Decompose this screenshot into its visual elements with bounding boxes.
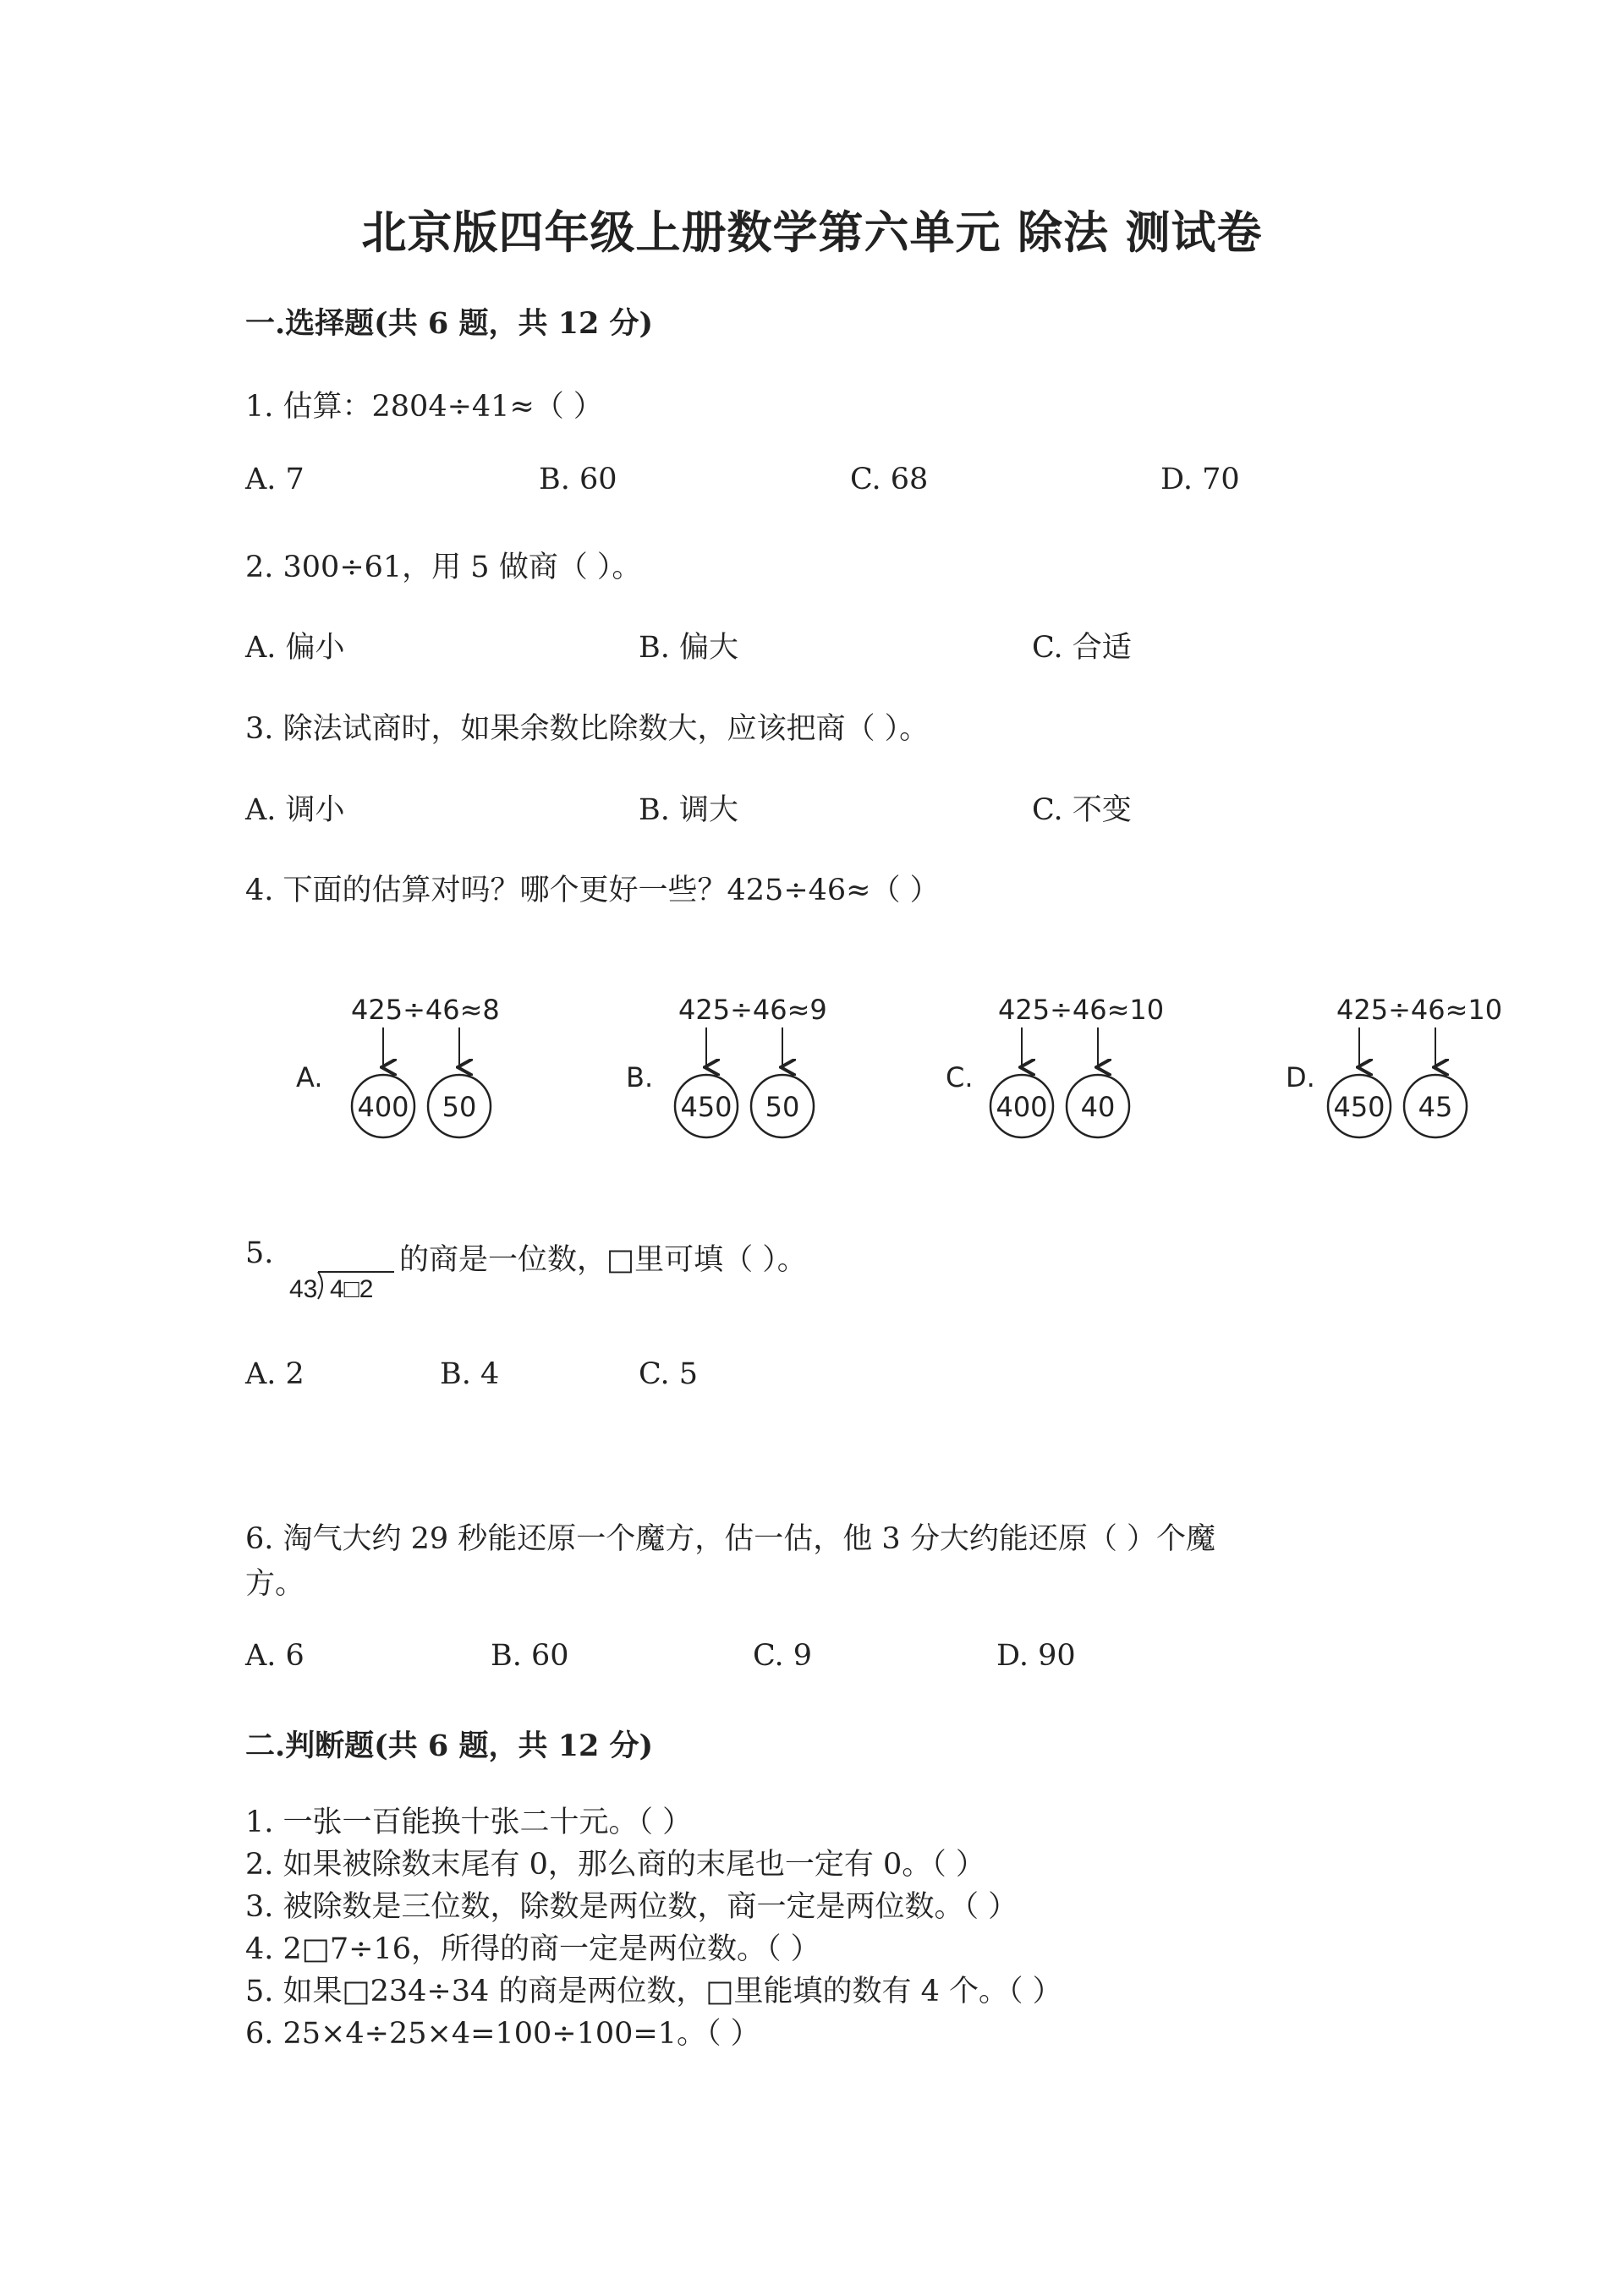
q6-option-a: A. 6 — [245, 1639, 304, 1673]
question-5-number: 5. — [245, 1236, 274, 1270]
figure-b-value-right: 50 — [765, 1091, 800, 1123]
figure-b-label: B. — [626, 1061, 654, 1093]
figure-option-a — [296, 994, 500, 1137]
question-2: 2. 300÷61，用 5 做商（ ）。 — [245, 551, 642, 584]
question-3: 3. 除法试商时，如果余数比除数大，应该把商（ ）。 — [245, 712, 930, 746]
figure-option-b — [626, 994, 827, 1137]
q5-option-b: B. 4 — [440, 1357, 500, 1391]
question-6-line-1: 6. 淘气大约 29 秒能还原一个魔方，估一估，他 3 分大约能还原（ ）个魔 — [245, 1522, 1215, 1556]
figure-option-d — [1286, 994, 1502, 1137]
figure-c-value-right: 40 — [1080, 1091, 1116, 1123]
q1-option-c: C. 68 — [850, 463, 929, 496]
q3-option-a: A. 调小 — [245, 793, 345, 827]
figure-option-c — [946, 994, 1164, 1137]
figure-b-value-left: 450 — [680, 1091, 732, 1123]
figure-d-value-left: 450 — [1333, 1091, 1385, 1123]
q3-option-c: C. 不变 — [1032, 793, 1132, 827]
question-4: 4. 下面的估算对吗？哪个更好一些？425÷46≈（ ） — [245, 874, 940, 907]
question-1: 1. 估算：2804÷41≈（ ） — [245, 390, 603, 424]
q5-option-c: C. 5 — [639, 1357, 699, 1391]
question-6-line-2: 方。 — [245, 1567, 305, 1601]
q2-option-b: B. 偏大 — [639, 631, 738, 665]
section-heading-choice: 一.选择题(共 6 题，共 12 分) — [245, 306, 654, 341]
section-heading-judgement: 二.判断题(共 6 题，共 12 分) — [245, 1729, 654, 1763]
long-division-bracket — [318, 1272, 322, 1299]
judgement-item-1: 1. 一张一百能换十张二十元。（ ） — [245, 1806, 693, 1839]
figure-d-label: D. — [1286, 1061, 1315, 1093]
q6-option-c: C. 9 — [753, 1639, 813, 1673]
figure-d-value-right: 45 — [1418, 1091, 1453, 1123]
long-division-dividend: 4□2 — [330, 1275, 374, 1303]
figure-a-label: A. — [296, 1061, 323, 1093]
q1-option-a: A. 7 — [245, 463, 304, 496]
judgement-item-4: 4. 2□7÷16，所得的商一定是两位数。（ ） — [245, 1932, 820, 1966]
question-5-text: 的商是一位数，□里可填（ ）。 — [399, 1243, 807, 1277]
long-division-divisor: 43 — [289, 1275, 318, 1303]
q1-option-b: B. 60 — [539, 463, 617, 496]
figure-d-expression: 425÷46≈10 — [1336, 994, 1503, 1026]
judgement-item-2: 2. 如果被除数末尾有 0，那么商的末尾也一定有 0。（ ） — [245, 1848, 985, 1882]
judgement-item-5: 5. 如果□234÷34 的商是两位数，□里能填的数有 4 个。（ ） — [245, 1975, 1062, 2008]
q6-option-b: B. 60 — [491, 1639, 569, 1673]
figure-a-value-left: 400 — [357, 1091, 409, 1123]
figure-a-value-right: 50 — [442, 1091, 477, 1123]
figure-c-label: C. — [946, 1061, 974, 1093]
q2-option-a: A. 偏小 — [245, 631, 345, 665]
q1-option-d: D. 70 — [1160, 463, 1240, 496]
judgement-item-6: 6. 25×4÷25×4=100÷100=1。（ ） — [245, 2017, 760, 2051]
estimation-figure — [279, 981, 1522, 1150]
q2-option-c: C. 合适 — [1032, 631, 1132, 665]
judgement-item-3: 3. 被除数是三位数，除数是两位数，商一定是两位数。（ ） — [245, 1890, 1018, 1924]
figure-b-expression: 425÷46≈9 — [678, 994, 827, 1026]
q6-option-d: D. 90 — [996, 1639, 1076, 1673]
long-division-figure — [286, 1247, 396, 1306]
page-title: 北京版四年级上册数学第六单元 除法 测试卷 — [361, 206, 1263, 259]
q5-option-a: A. 2 — [245, 1357, 304, 1391]
figure-a-expression: 425÷46≈8 — [351, 994, 500, 1026]
figure-c-expression: 425÷46≈10 — [998, 994, 1165, 1026]
figure-c-value-left: 400 — [996, 1091, 1048, 1123]
q3-option-b: B. 调大 — [639, 793, 738, 827]
